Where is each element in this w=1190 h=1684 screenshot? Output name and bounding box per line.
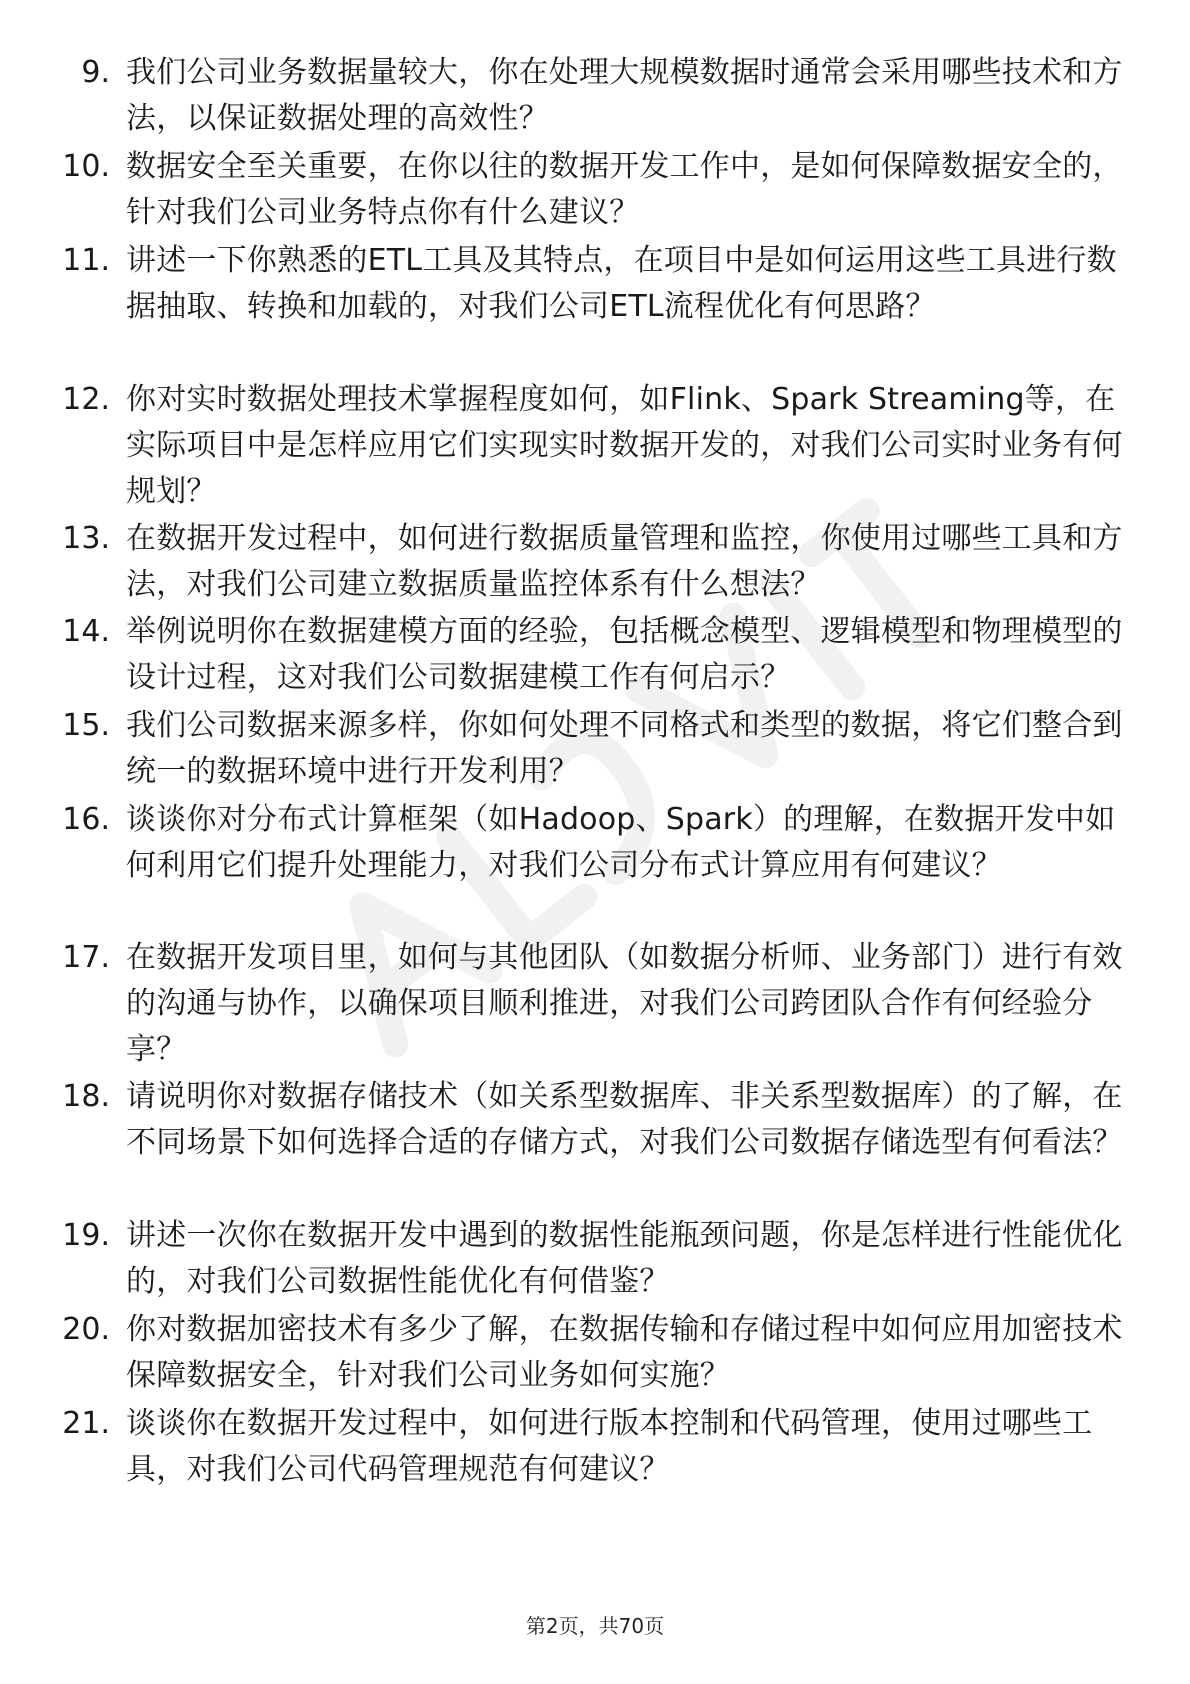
question-text: 你对实时数据处理技术掌握程度如何，如Flink、Spark Streaming等，在实际项目中是怎样应用它们实现实时数据开发的，对我们公司实时业务有何规划？: [126, 382, 1123, 509]
question-number: 9.: [81, 55, 110, 90]
question-number: 10.: [62, 149, 110, 184]
question-text: 你对数据加密技术有多少了解，在数据传输和存储过程中如何应用加密技术保障数据安全，针对我们公司业务如何实施？: [126, 1312, 1123, 1393]
question-number: 16.: [62, 802, 110, 837]
question-number: 12.: [62, 382, 110, 417]
question-text: 讲述一下你熟悉的ETL工具及其特点，在项目中是如何运用这些工具进行数据抽取、转换和加载的，对我们公司ETL流程优化有何思路？: [126, 243, 1117, 324]
page-footer: 第2页，共70页: [525, 1614, 665, 1638]
question-text: 谈谈你在数据开发过程中，如何进行版本控制和代码管理，使用过哪些工具，对我们公司代码管理规范有何建议？: [126, 1406, 1093, 1487]
question-text: 在数据开发项目里，如何与其他团队（如数据分析师、业务部门）进行有效的沟通与协作，以确保项目顺利推进，对我们公司跨团队合作有何经验分享？: [126, 940, 1123, 1067]
question-text: 讲述一次你在数据开发中遇到的数据性能瓶颈问题，你是怎样进行性能优化的，对我们公司数据性能优化有何借鉴？: [126, 1218, 1123, 1299]
question-number: 21.: [62, 1406, 110, 1441]
question-number: 11.: [62, 243, 110, 278]
question-text: 谈谈你对分布式计算框架（如Hadoop、Spark）的理解，在数据开发中如何利用它们提升处理能力，对我们公司分布式计算应用有何建议？: [126, 802, 1116, 883]
question-text: 请说明你对数据存储技术（如关系型数据库、非关系型数据库）的了解，在不同场景下如何选择合适的存储方式，对我们公司数据存储选型有何看法？: [126, 1079, 1123, 1160]
question-text: 数据安全至关重要，在你以往的数据开发工作中，是如何保障数据安全的，针对我们公司业务特点你有什么建议？: [126, 149, 1123, 230]
question-text: 在数据开发过程中，如何进行数据质量管理和监控，你使用过哪些工具和方法，对我们公司建立数据质量监控体系有什么想法？: [126, 521, 1123, 602]
question-number: 20.: [62, 1312, 110, 1347]
question-text: 我们公司数据来源多样，你如何处理不同格式和类型的数据，将它们整合到统一的数据环境中进行开发利用？: [126, 708, 1123, 789]
question-number: 15.: [62, 708, 110, 743]
question-number: 14.: [62, 614, 110, 649]
question-text: 我们公司业务数据量较大，你在处理大规模数据时通常会采用哪些技术和方法，以保证数据处理的高效性？: [126, 55, 1123, 136]
question-text: 举例说明你在数据建模方面的经验，包括概念模型、逻辑模型和物理模型的设计过程，这对我们公司数据建模工作有何启示？: [126, 614, 1123, 695]
question-number: 13.: [62, 521, 110, 556]
question-number: 18.: [62, 1079, 110, 1114]
question-number: 19.: [62, 1218, 110, 1253]
question-number: 17.: [62, 940, 110, 975]
